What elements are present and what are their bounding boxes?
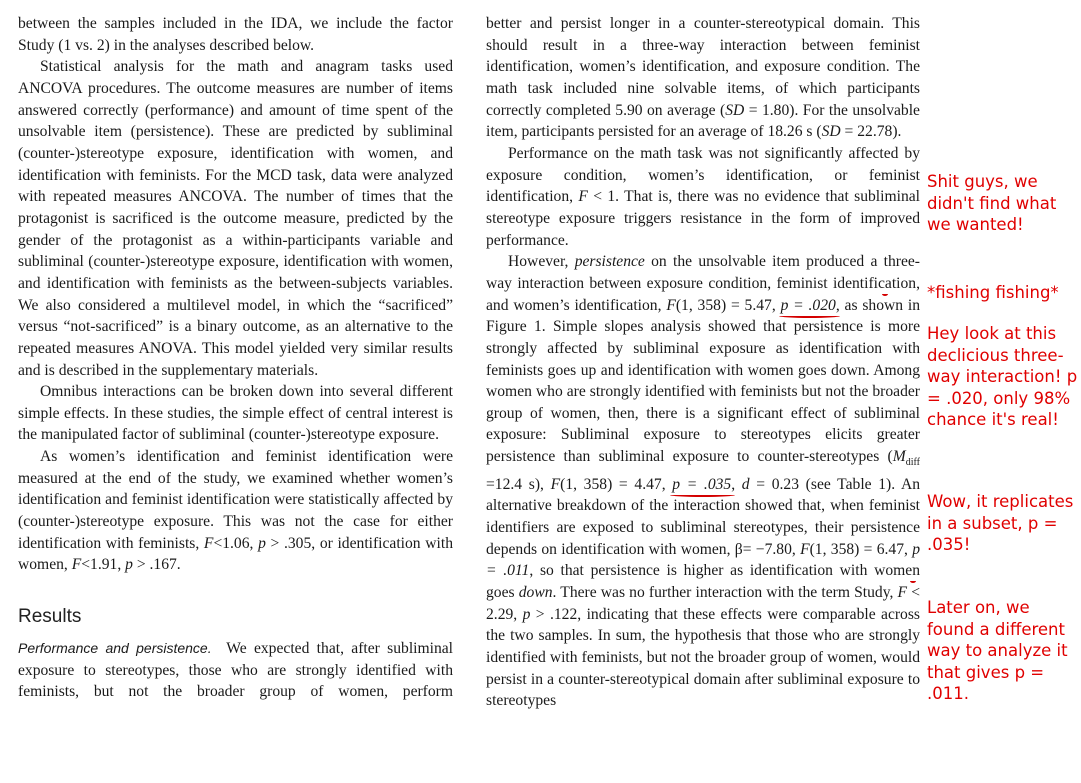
text: < 2.29, xyxy=(486,584,921,623)
stat-symbol: p xyxy=(125,556,133,574)
underlined-three-way-interaction: three-way interaction xyxy=(486,253,920,292)
text: (1, 358) = 5.47, xyxy=(675,296,781,314)
text: As women’s identification and feminist identification were measured at the end of the study, we examined whether women’s identification and feminist identification were statistically affected by (counter-)stereotype exposure. This was not the case for either identification with feminists, xyxy=(18,448,453,552)
paragraph: between the samples included in the IDA, we include the factor Study (1 vs. 2) in the analyses described below. xyxy=(18,15,453,54)
paragraph: Statistical analysis for the math and anagram tasks used ANCOVA procedures. The outcome measures are number of items answered correctly (performance) and amount of time spent of the unsolvable item (persistence). These are predicted by subliminal (counter-)stereotype exposure, identification with women, and identification with feminists. For the MCD task, data were analyzed with repeated measures ANCOVA. The number of times that the protagonist is sacrificed is the outcome measure, predicted by the gender of the protagonist as a within-participants variable and subliminal (counter-)stereotype exposure, identification with women, and identification with feminists as the between-subjects variables. We also considered a multilevel model, in which the “sacrificed” versus “not-sacrificed” is a binary outcome, as an alternative to the repeated measures ANOVA. This model yielded very similar results and is described in the supplementary materials. xyxy=(18,58,453,379)
stat-symbol: F xyxy=(550,475,561,493)
stat-symbol: SD xyxy=(725,101,745,119)
text: , as shown in Figure 1. Simple slopes analysis showed that persistence is more strongly affected by subliminal exposure as identification with feminists goes up and identification with women goes down. Among women who are strongly identified with feminists but not the broader group of women, then, there is a significant effect of subliminal exposure: Subliminal exposure to stereotypes elicits greater persistence than subliminal exposure to counter-stereotypes ( xyxy=(486,296,920,466)
paragraph xyxy=(486,13,920,143)
section-heading: Results xyxy=(18,606,82,628)
text: = 0.23 (see Table 1). An alternative breakdown of the interaction showed that, when feminist identifiers are exposed to subliminal stereotypes, their persistence depends on identification with women, β= −7.80, xyxy=(486,475,921,558)
stat-symbol: p xyxy=(258,534,266,552)
annotation-note: Hey look at this declicious three-way interaction! p = .020, only 98% chance it's real! xyxy=(927,324,1078,430)
text: , xyxy=(731,475,742,493)
stat-symbol: F xyxy=(71,556,82,574)
emphasis: persistence xyxy=(574,253,645,271)
text: = 1.80). For the unsolvable item, participants persisted for an average of 18.26 s ( xyxy=(486,101,920,141)
text: > .167. xyxy=(132,556,181,574)
underlined-p-value: p = .020 xyxy=(780,296,836,314)
text: However, xyxy=(508,253,575,271)
paragraph xyxy=(486,143,920,251)
text: (1, 358) = 4.47, xyxy=(560,475,673,493)
annotation-note: *fishing fishing* xyxy=(927,283,1059,302)
spacer xyxy=(18,576,453,600)
stat-symbol: M xyxy=(892,448,906,466)
text: > .305, or identification with women, xyxy=(18,534,453,574)
underlined-p-value: p = .011 xyxy=(486,540,920,580)
text: We expected that, after subliminal exposure to stereotypes, those who are strongly identified with feminists, but not the broader group of women, perform xyxy=(18,640,454,701)
emphasis: down xyxy=(518,584,553,602)
stat-symbol: d xyxy=(741,475,750,493)
paragraph: Omnibus interactions can be broken down into several different simple effects. In these studies, the simple effect of central interest is the manipulated factor of subliminal (counter-)stereotype exposure. xyxy=(18,383,453,444)
text: <1.06, xyxy=(213,534,259,552)
paragraph xyxy=(18,638,453,703)
text: , so that persistence is higher as identification with women goes xyxy=(486,562,920,602)
underlined-p-value: p = .035 xyxy=(672,475,732,493)
text: =12.4 s), xyxy=(486,475,551,493)
annotation-note: Wow, it replicates in a subset, p = .035! xyxy=(927,492,1074,555)
annotation-note: Shit guys, we didn't find what we wanted! xyxy=(927,172,1057,235)
stat-symbol: F xyxy=(800,540,810,558)
text: between exposure condition, feminist identification, and women’s identification, xyxy=(486,274,920,314)
stat-symbol: SD xyxy=(821,123,841,141)
text: (1, 358) = 6.47, xyxy=(809,540,913,558)
text: Performance on the math task was not significantly affected by exposure condition, women’s identification, or feminist identification, xyxy=(486,144,920,206)
stat-symbol: F xyxy=(203,534,214,552)
paragraph xyxy=(486,251,920,712)
text: <1.91, xyxy=(81,556,126,574)
stat-symbol: p xyxy=(522,605,531,623)
text: on the unsolvable item produced a xyxy=(644,253,884,271)
text: > .122, indicating that these effects were comparable across the two samples. In sum, the hypothesis that those who are strongly identified with feminists, but not the broader group of women, would persist in a counter-stereotypical domain after subliminal exposure to stereotypes xyxy=(486,605,920,710)
run-in-heading: Performance and persistence. xyxy=(18,640,212,657)
right-column xyxy=(486,13,920,712)
text: < 1. That is, there was no evidence that subliminal stereotype exposure triggers resistance in the form of improved performance. xyxy=(486,188,920,249)
annotation-note: Later on, we found a different way to analyze it that gives p = .011. xyxy=(927,598,1068,704)
stat-symbol: F xyxy=(897,584,908,602)
subscript: diff xyxy=(905,457,920,469)
stat-symbol: F xyxy=(666,296,676,314)
left-column xyxy=(18,13,453,703)
stat-symbol: F xyxy=(578,188,588,206)
text: = 22.78). xyxy=(840,123,902,141)
paragraph xyxy=(18,446,453,576)
text: . There was no further interaction with the term Study, xyxy=(552,584,898,602)
text: better and persist longer in a counter-stereotypical domain. This should result in a three-way interaction between feminist identification, women’s identification, and exposure condition. The math task included nine solvable items, of which participants correctly completed 5.90 on average ( xyxy=(486,15,920,119)
